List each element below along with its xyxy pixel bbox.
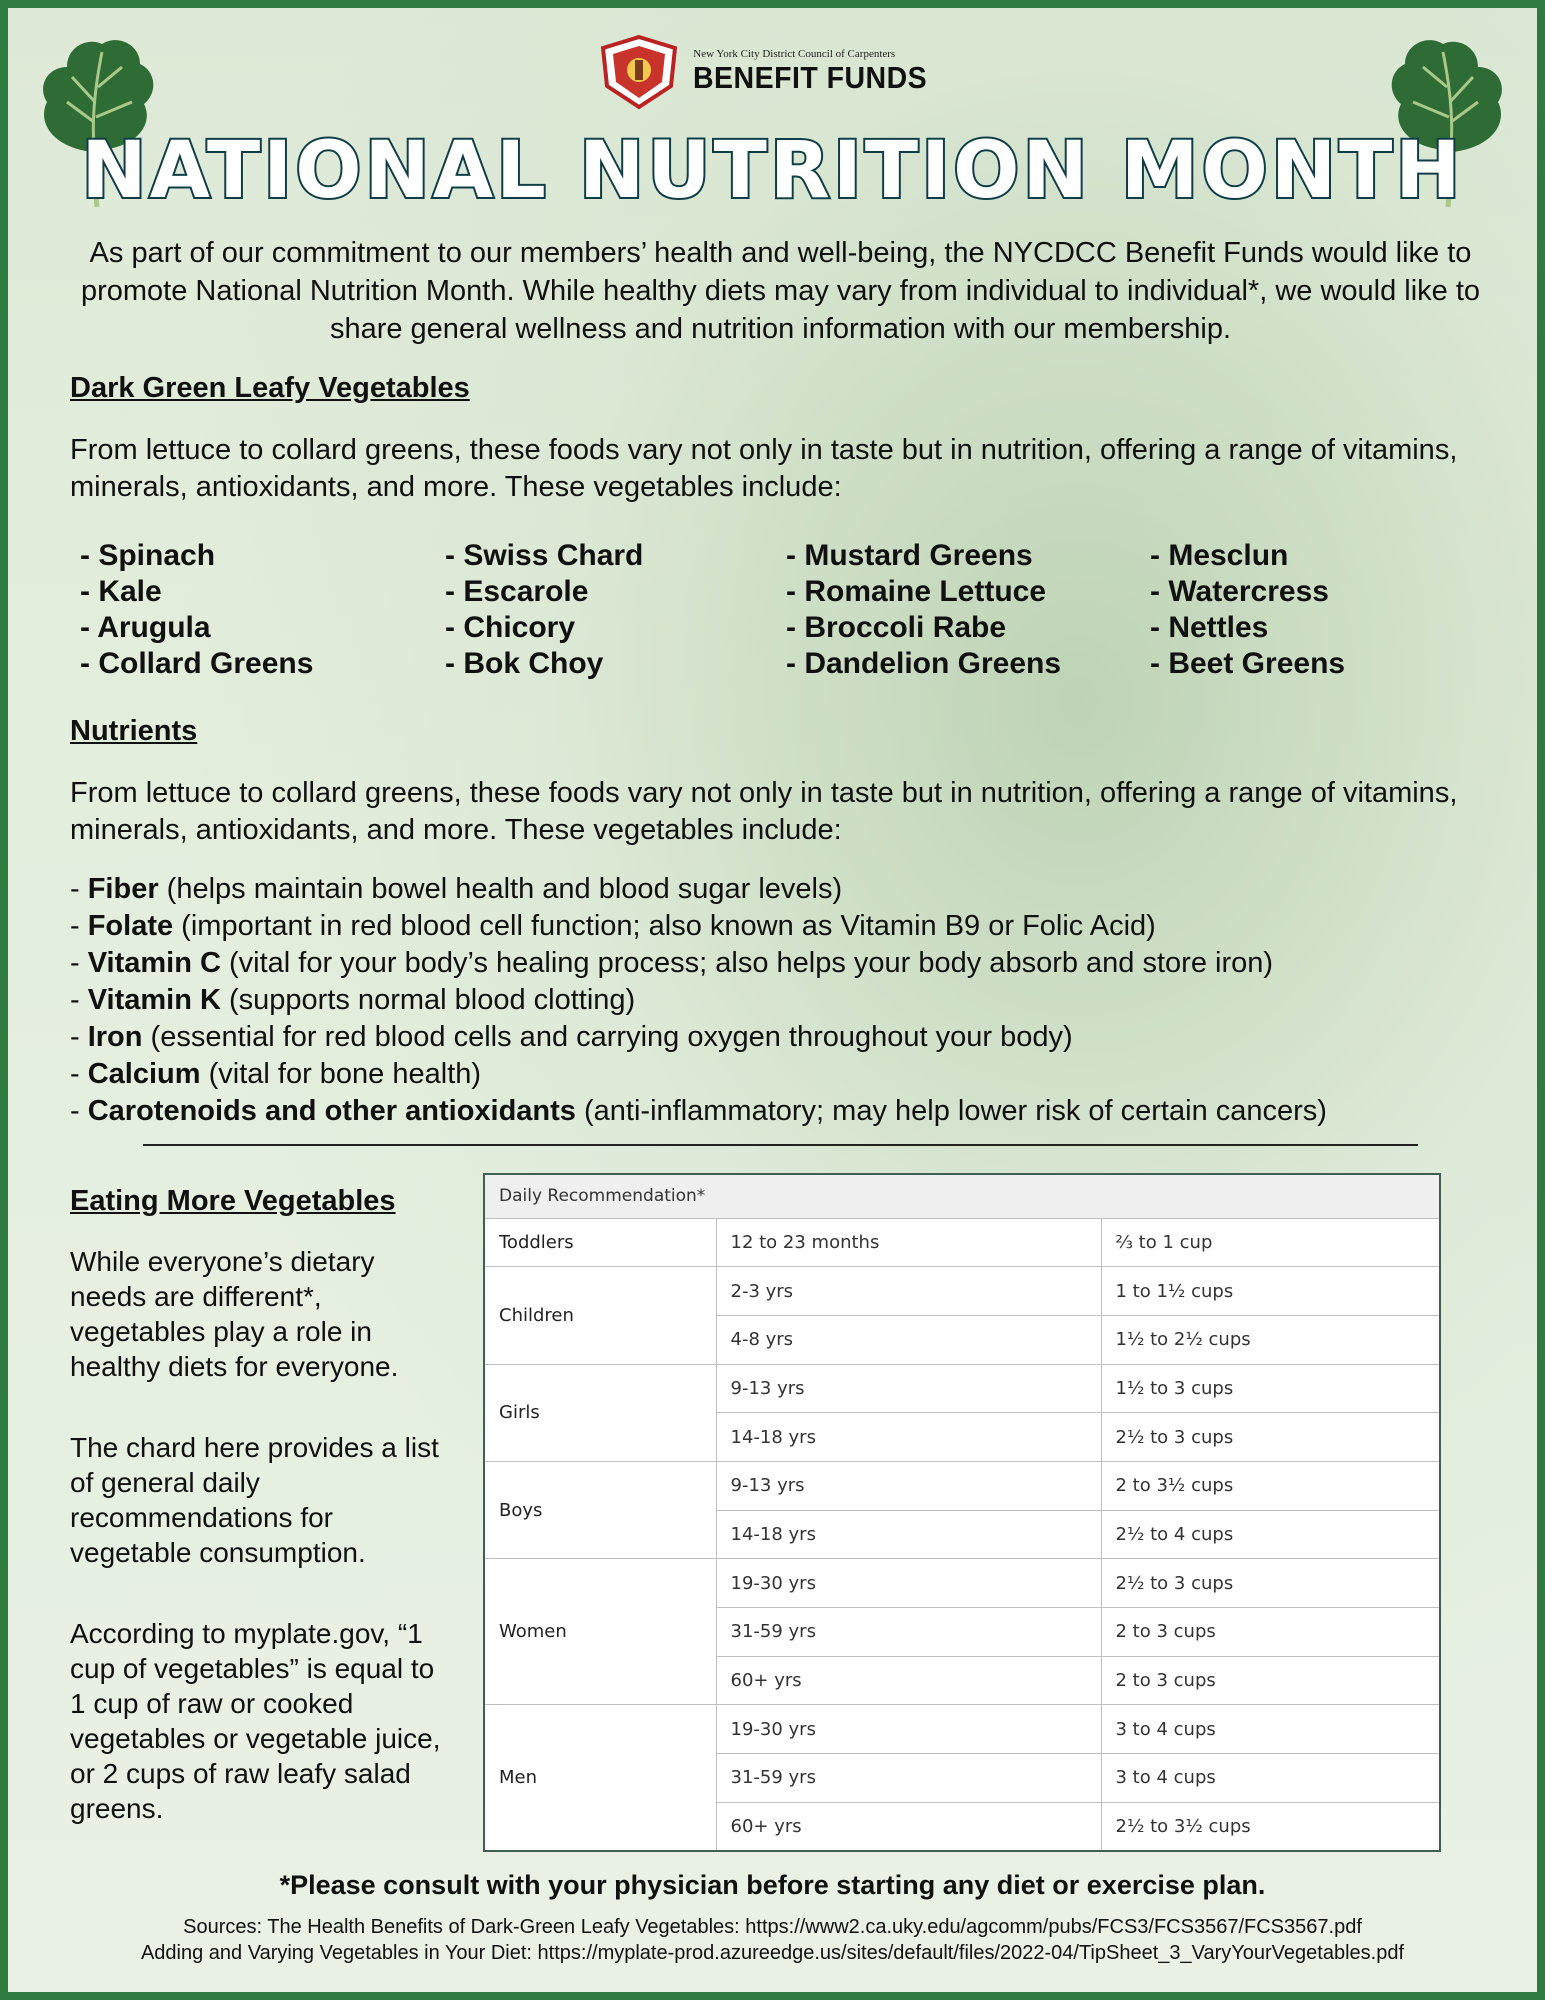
table-row bbox=[484, 1364, 1440, 1413]
vegetable-item: - Kale bbox=[80, 575, 162, 608]
nutrient-name: Calcium bbox=[87, 1058, 201, 1090]
age-cell: 60+ yrs bbox=[716, 1802, 1101, 1851]
vegetable-column bbox=[445, 538, 643, 682]
org-name: BENEFIT FUNDS bbox=[693, 60, 928, 95]
vegetable-item: - Collard Greens bbox=[80, 647, 314, 680]
nutrient-desc: (vital for bone health) bbox=[200, 1058, 482, 1090]
group-cell: Men bbox=[484, 1705, 716, 1851]
nutrient-item: - Folate (important in red blood cell function; also known as Vitamin B9 or Folic Acid) bbox=[70, 910, 1156, 942]
vegetable-column bbox=[1150, 538, 1345, 682]
amount-cell: 2½ to 4 cups bbox=[1101, 1510, 1440, 1559]
consult-disclaimer: *Please consult with your physician before starting any diet or exercise plan. bbox=[279, 1870, 1266, 1900]
nutrient-item: - Iron (essential for red blood cells and carrying oxygen throughout your body) bbox=[70, 1021, 1073, 1053]
nutrient-desc: (helps maintain bowel health and blood sugar levels) bbox=[158, 873, 843, 905]
vegetable-column bbox=[786, 538, 1061, 682]
vegetable-item: - Arugula bbox=[80, 611, 211, 644]
daily-recommendation-table bbox=[483, 1173, 1441, 1852]
table-row bbox=[484, 1267, 1440, 1316]
nutrient-desc: (vital for your body’s healing process; also helps your body absorb and store iron) bbox=[220, 947, 1274, 979]
vegetable-item: - Beet Greens bbox=[1150, 647, 1346, 680]
group-cell: Boys bbox=[484, 1461, 716, 1558]
source-line: Sources: The Health Benefits of Dark-Green Leafy Vegetables: https://www2.ca.uky.edu/agcomm/pubs/FCS3/FCS3567/FCS3567.pdf bbox=[183, 1916, 1362, 1938]
nutrients-text: From lettuce to collard greens, these foods vary not only in taste but in nutrition, offering a range of vitamins, minerals, antioxidants, and more. These vegetables include: bbox=[70, 777, 1458, 846]
age-cell: 14-18 yrs bbox=[716, 1510, 1101, 1559]
sources bbox=[8, 1914, 1537, 1966]
vegetable-item: - Chicory bbox=[445, 611, 576, 644]
table-row bbox=[484, 1218, 1440, 1267]
amount-cell: 3 to 4 cups bbox=[1101, 1705, 1440, 1754]
nutrient-item: - Calcium (vital for bone health) bbox=[70, 1058, 482, 1090]
vegetable-item: - Romaine Lettuce bbox=[786, 575, 1047, 608]
nutrient-name: Folate bbox=[87, 910, 174, 942]
amount-cell: 2½ to 3 cups bbox=[1101, 1559, 1440, 1608]
age-cell: 31-59 yrs bbox=[716, 1754, 1101, 1803]
vegetable-item: - Spinach bbox=[80, 539, 216, 572]
source-line: Adding and Varying Vegetables in Your Diet: https://myplate-prod.azureedge.us/sites/default/files/2022-04/TipSheet_3_VaryYourVegetables.pdf bbox=[140, 1942, 1405, 1964]
amount-cell: 1½ to 2½ cups bbox=[1101, 1315, 1440, 1364]
group-cell: Women bbox=[484, 1559, 716, 1705]
vegetable-item: - Broccoli Rabe bbox=[786, 611, 1007, 644]
vegetable-item: - Swiss Chard bbox=[445, 539, 644, 572]
vegetable-list bbox=[80, 538, 1420, 688]
nutrients-heading: Nutrients bbox=[70, 715, 198, 747]
table-row bbox=[484, 1559, 1440, 1608]
vegetable-column bbox=[80, 538, 313, 682]
nutrient-name: Vitamin C bbox=[87, 947, 221, 979]
age-cell: 2-3 yrs bbox=[716, 1267, 1101, 1316]
amount-cell: ⅔ to 1 cup bbox=[1101, 1218, 1440, 1267]
nutrient-desc: (important in red blood cell function; also known as Vitamin B9 or Folic Acid) bbox=[173, 910, 1156, 942]
nutrient-item: - Fiber (helps maintain bowel health and blood sugar levels) bbox=[70, 873, 843, 905]
intro-paragraph: As part of our commitment to our members’ health and well-being, the NYCDCC Benefit Funds would like to promote National Nutrition Month. While healthy diets may vary from individual to individual*, we would like to share general wellness and nutrition information with our membership. bbox=[80, 237, 1481, 345]
amount-cell: 3 to 4 cups bbox=[1101, 1754, 1440, 1803]
table-caption: Daily Recommendation* bbox=[484, 1174, 1440, 1218]
chart-description-text: The chard here provides a list of general daily recommendations for vegetable consumption. bbox=[70, 1432, 439, 1568]
vegetable-item: - Mesclun bbox=[1150, 539, 1289, 572]
nutrient-item: - Vitamin K (supports normal blood clotting) bbox=[70, 984, 636, 1016]
section-divider bbox=[143, 1144, 1418, 1146]
nutrient-list bbox=[70, 871, 1510, 1130]
vegetable-item: - Mustard Greens bbox=[786, 539, 1033, 572]
nutrient-name: Vitamin K bbox=[87, 984, 221, 1016]
eating-more-text: While everyone’s dietary needs are different*, vegetables play a role in healthy diets for everyone. bbox=[70, 1246, 399, 1382]
group-cell: Toddlers bbox=[484, 1218, 716, 1267]
age-cell: 19-30 yrs bbox=[716, 1559, 1101, 1608]
amount-cell: 2 to 3 cups bbox=[1101, 1608, 1440, 1657]
age-cell: 60+ yrs bbox=[716, 1656, 1101, 1705]
page-title: NATIONAL NUTRITION MONTH bbox=[81, 126, 1464, 216]
amount-cell: 2½ to 3½ cups bbox=[1101, 1802, 1440, 1851]
age-cell: 4-8 yrs bbox=[716, 1315, 1101, 1364]
nutrient-name: Iron bbox=[87, 1021, 143, 1053]
age-cell: 31-59 yrs bbox=[716, 1608, 1101, 1657]
vegetable-item: - Bok Choy bbox=[445, 647, 604, 680]
vegetable-item: - Nettles bbox=[1150, 611, 1269, 644]
union-seal-icon bbox=[597, 34, 681, 110]
age-cell: 14-18 yrs bbox=[716, 1413, 1101, 1462]
age-cell: 19-30 yrs bbox=[716, 1705, 1101, 1754]
vegetable-item: - Watercress bbox=[1150, 575, 1329, 608]
amount-cell: 2 to 3 cups bbox=[1101, 1656, 1440, 1705]
amount-cell: 2½ to 3 cups bbox=[1101, 1413, 1440, 1462]
age-cell: 9-13 yrs bbox=[716, 1364, 1101, 1413]
table-row bbox=[484, 1461, 1440, 1510]
nutrient-desc: (anti-inflammatory; may help lower risk of certain cancers) bbox=[575, 1095, 1327, 1127]
nutrient-item: - Vitamin C (vital for your body’s healing process; also helps your body absorb and store iron) bbox=[70, 947, 1274, 979]
age-cell: 9-13 yrs bbox=[716, 1461, 1101, 1510]
table-row bbox=[484, 1705, 1440, 1754]
org-small-name: New York City District Council of Carpenters bbox=[693, 48, 896, 60]
amount-cell: 1 to 1½ cups bbox=[1101, 1267, 1440, 1316]
nutrient-desc: (supports normal blood clotting) bbox=[220, 984, 636, 1016]
group-cell: Children bbox=[484, 1267, 716, 1364]
nutrient-item: - Carotenoids and other antioxidants (anti-inflammatory; may help lower risk of certain cancers) bbox=[70, 1095, 1327, 1127]
vegetable-item: - Escarole bbox=[445, 575, 589, 608]
nutrient-name: Carotenoids and other antioxidants bbox=[87, 1095, 576, 1127]
dark-greens-text: From lettuce to collard greens, these foods vary not only in taste but in nutrition, offering a range of vitamins, minerals, antioxidants, and more. These vegetables include: bbox=[70, 434, 1458, 503]
group-cell: Girls bbox=[484, 1364, 716, 1461]
age-cell: 12 to 23 months bbox=[716, 1218, 1101, 1267]
cup-definition-text: According to myplate.gov, “1 cup of vegetables” is equal to 1 cup of raw or cooked vegetables or vegetable juice, or 2 cups of raw leafy salad greens. bbox=[70, 1618, 441, 1824]
amount-cell: 2 to 3½ cups bbox=[1101, 1461, 1440, 1510]
amount-cell: 1½ to 3 cups bbox=[1101, 1364, 1440, 1413]
org-logo bbox=[8, 34, 1537, 110]
dark-greens-heading: Dark Green Leafy Vegetables bbox=[70, 372, 470, 404]
vegetable-item: - Dandelion Greens bbox=[786, 647, 1062, 680]
nutrient-desc: (essential for red blood cells and carrying oxygen throughout your body) bbox=[142, 1021, 1073, 1053]
nutrient-name: Fiber bbox=[87, 873, 159, 905]
eating-more-heading: Eating More Vegetables bbox=[70, 1185, 396, 1217]
